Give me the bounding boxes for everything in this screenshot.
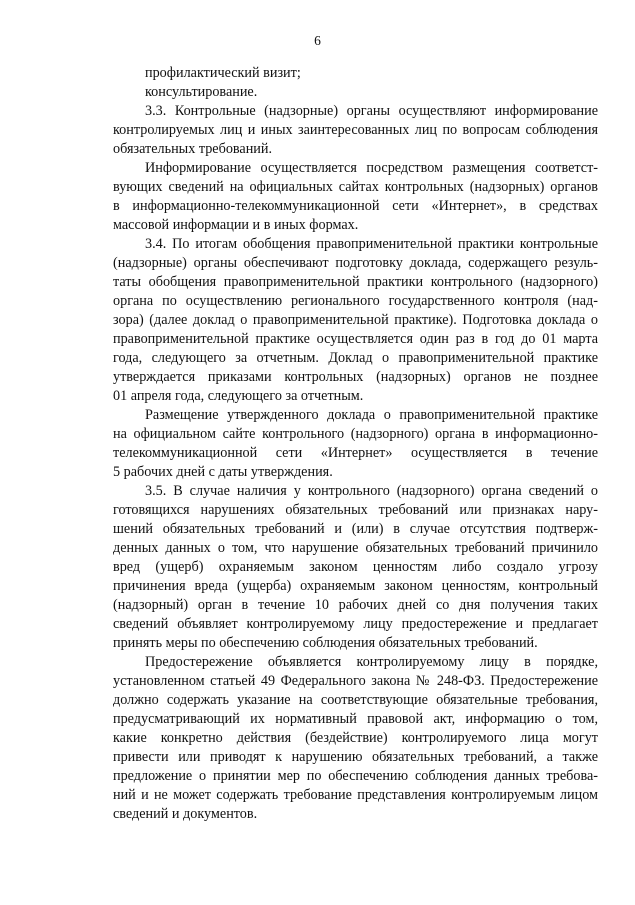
paragraph-line: зора) (далее доклад о правоприменительной практике). Подготовка доклада о (113, 312, 598, 328)
paragraph-line: телекоммуникационной сети «Интернет» осуществляется в течение (113, 445, 598, 461)
paragraph-line: сведений объявляет контролируемому лицу предостережение и предлагает (113, 616, 598, 632)
paragraph-line: 3.5. В случае наличия у контрольного (надзорного) органа сведений о (145, 483, 598, 499)
page-number: 6 (314, 33, 321, 48)
paragraph-line: органа по осуществлению регионального государственного контроля (над- (113, 293, 598, 309)
paragraph-line: (надзорный) орган в течение 10 рабочих дней со дня получения таких (113, 597, 598, 613)
paragraph-line: на официальном сайте контрольного (надзорного) органа в информационно- (113, 426, 598, 442)
paragraph-line: Предостережение объявляется контролируемому лицу в порядке, (145, 654, 598, 670)
paragraph-line: 3.3. Контрольные (надзорные) органы осуществляют информирование (145, 103, 598, 119)
paragraph-line: шений обязательных требований и (или) в случае отсутствия подтверж- (113, 521, 598, 537)
paragraph (113, 235, 598, 406)
paragraph (113, 102, 598, 159)
paragraph-line: (надзорные) органы обеспечивают подготовку доклада, содержащего резуль- (113, 255, 598, 271)
paragraph-line: причинения вреда (ущерба) охраняемым законом ценностям, контрольный (113, 578, 598, 594)
paragraph-line: принять меры по обеспечению соблюдения обязательных требований. (113, 635, 538, 651)
paragraph-line: предусматривающий их нормативный правовой акт, информацию о том, (113, 711, 598, 727)
paragraph-line: готовящихся нарушениях обязательных требований или признаках нару- (113, 502, 598, 518)
paragraph (113, 159, 598, 235)
paragraph-line: 01 апреля года, следующего за отчетным. (113, 388, 364, 404)
paragraph-line: 3.4. По итогам обобщения правоприменительной практики контрольные (145, 236, 598, 252)
paragraph-line: установленном статьей 49 Федерального закона № 248-ФЗ. Предостережение (113, 673, 598, 689)
paragraph-line: года, следующего за отчетным. Доклад о правоприменительной практике (113, 350, 598, 366)
paragraph-line: консультирование. (145, 84, 258, 100)
paragraph (113, 83, 598, 102)
paragraph-line: в информационно-телекоммуникационной сети «Интернет», в средствах (113, 198, 598, 214)
paragraph-line: привести или приводят к нарушению обязательных требований, а также (113, 749, 598, 765)
paragraph-line: правоприменительной практике осуществляется один раз в год до 01 марта (113, 331, 598, 347)
paragraph-line: Информирование осуществляется посредством размещения соответст- (145, 160, 598, 176)
paragraph-line: обязательных требований. (113, 141, 273, 157)
paragraph-line: Размещение утвержденного доклада о правоприменительной практике (145, 407, 598, 423)
document-body (113, 64, 598, 824)
paragraph-line: массовой информации и в иных формах. (113, 217, 359, 233)
paragraph-line: вред (ущерб) охраняемым законом ценностям либо создало угрозу (113, 559, 598, 575)
paragraph (113, 64, 598, 83)
paragraph-line: контролируемых лиц и иных заинтересованных лиц по вопросам соблюдения (113, 122, 598, 138)
paragraph-line: должно содержать указание на соответствующие обязательные требования, (113, 692, 598, 708)
paragraph-line: денных данных о том, что нарушение обязательных требований причинило (113, 540, 598, 556)
paragraph-line: ний и не может содержать требование представления контролируемым лицом (113, 787, 598, 803)
paragraph-line: таты обобщения правоприменительной практики контрольного (надзорного) (113, 274, 598, 290)
paragraph-line: утверждается приказами контрольных (надзорных) органов не позднее (113, 369, 598, 385)
paragraph-line: предложение о принятии мер по обеспечению соблюдения данных требова- (113, 768, 598, 784)
paragraph (113, 406, 598, 482)
paragraph (113, 482, 598, 653)
paragraph (113, 653, 598, 824)
paragraph-line: вующих сведений на официальных сайтах контрольных (надзорных) органов (113, 179, 598, 195)
paragraph-line: 5 рабочих дней с даты утверждения. (113, 464, 333, 480)
paragraph-line: какие конкретно действия (бездействие) контролируемого лица могут (113, 730, 598, 746)
paragraph-line: профилактический визит; (145, 65, 301, 81)
paragraph-line: сведений и документов. (113, 806, 258, 822)
